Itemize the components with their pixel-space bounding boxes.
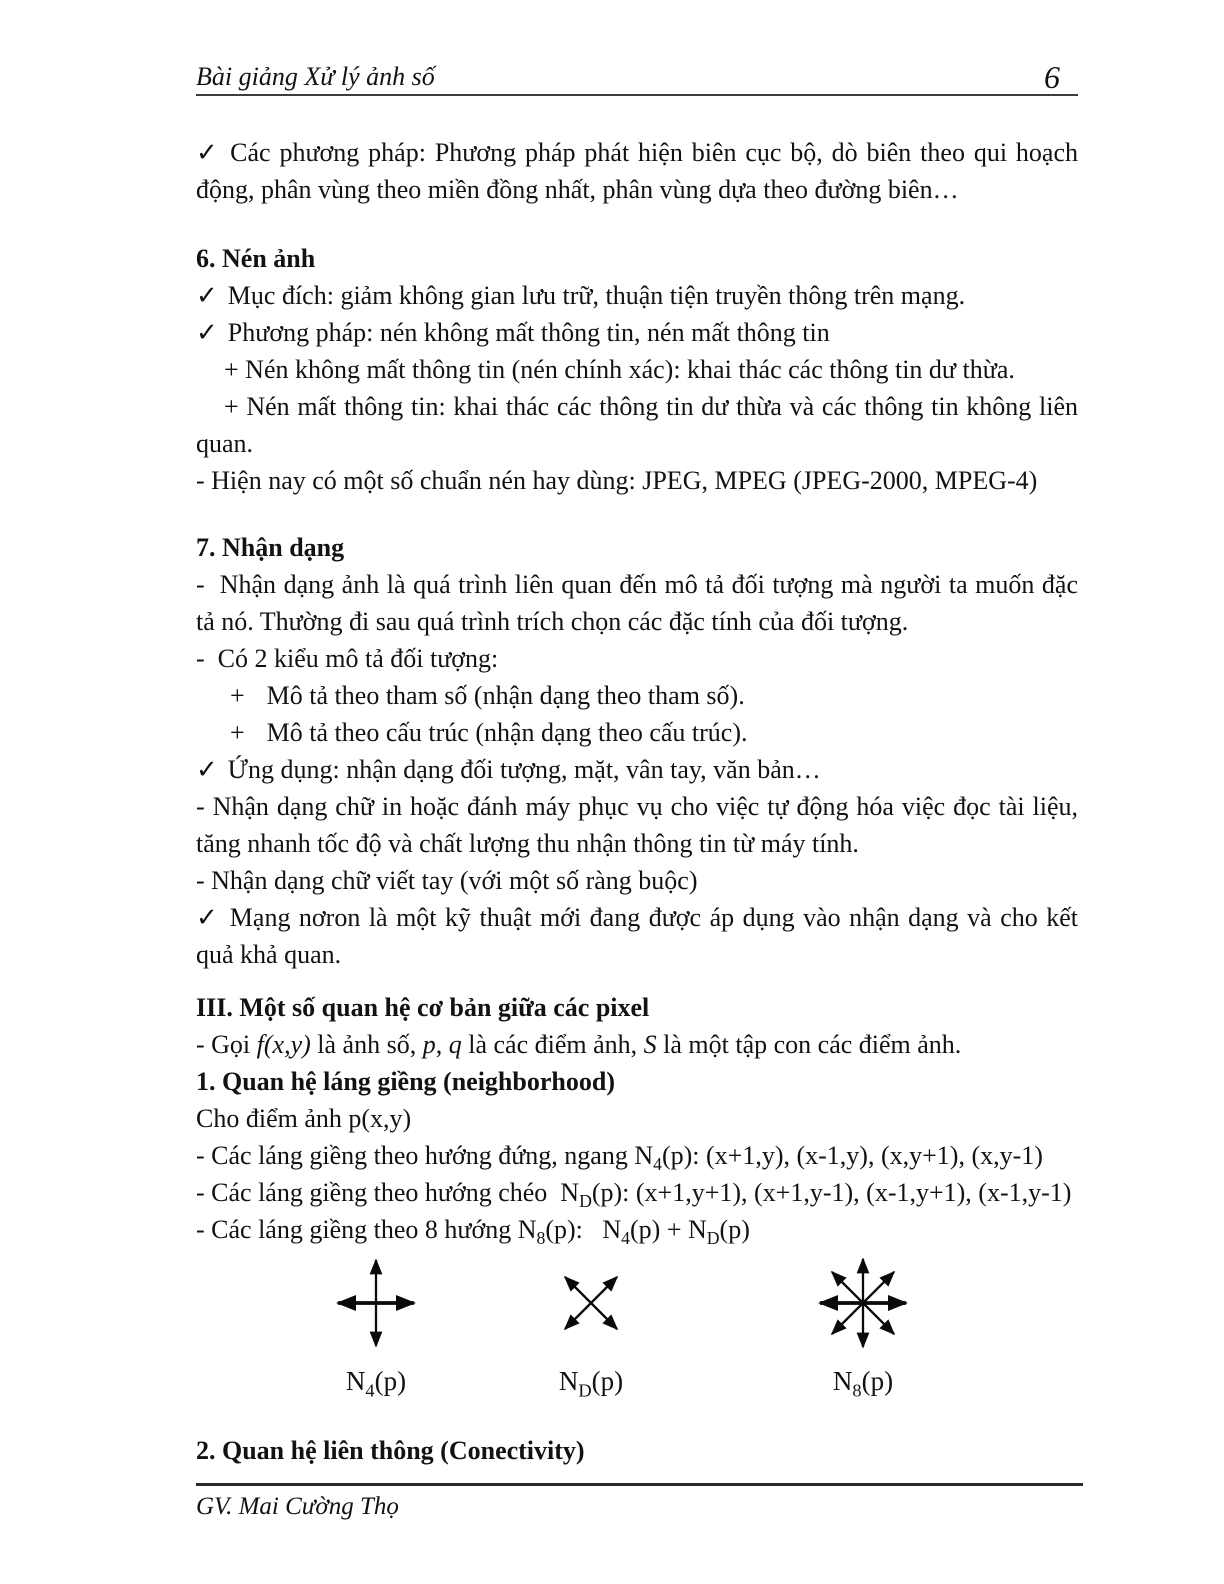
n4-figure [311,1244,441,1401]
para-compression-method [196,314,1078,351]
para-two-kinds: - Có 2 kiểu mô tả đối tượng: [196,644,499,673]
para-param-desc-text: Mô tả theo tham số (nhận dạng theo tham số). [266,681,745,710]
math-S: S [643,1030,657,1059]
para-n8 [196,1211,1078,1248]
notation-text: - Gọi [196,1030,257,1059]
label-text: N [345,1366,366,1396]
math-q: q [448,1030,462,1059]
n8-post: (p) [719,1215,750,1244]
para-applications [196,751,1078,788]
n4-label [311,1366,441,1401]
para-handwriting: - Nhận dạng chữ viết tay (với một số ràng buộc) [196,866,698,895]
n4-pre: - Các láng giềng theo hướng đứng, ngang N [196,1141,654,1170]
neighborhood-figure [196,1244,1078,1406]
label-sub: 8 [852,1380,862,1401]
para-cho-diem-anh: Cho điểm ảnh p(x,y) [196,1104,412,1133]
neighborhood-heading: 1. Quan hệ láng giềng (neighborhood) [196,1067,615,1096]
n8-pre: - Các láng giềng theo 8 hướng N [196,1215,537,1244]
nd-post: (p): (x+1,y+1), (x+1,y-1), (x-1,y+1), (x-1,y-1) [591,1178,1072,1207]
math-fxy: f(x,y) [256,1030,311,1059]
check-icon: ✓ [196,318,218,347]
label-text: (p) [861,1366,894,1396]
header-title: Bài giảng Xử lý ảnh số [196,62,435,91]
n8-subscript: 8 [536,1228,546,1249]
para-segmentation-methods-text: Các phương pháp: Phương pháp phát hiện biên cục bộ, dò biên theo qui hoạch động, phân vùng theo miền đồng nhất, phân vùng dựa theo đường biên… [196,138,1078,204]
page-header [196,0,1078,96]
nd-diagram [526,1244,656,1362]
n4-post: (p): (x+1,y), (x-1,y), (x,y+1), (x,y-1) [661,1141,1043,1170]
para-struct-desc-text: Mô tả theo cấu trúc (nhận dạng theo cấu trúc). [266,718,748,747]
nd-pre: - Các láng giềng theo hướng chéo N [196,1178,580,1207]
nd-figure [526,1244,656,1401]
page-content [196,0,1078,1469]
connectivity-heading: 2. Quan hệ liên thông (Conectivity) [196,1436,585,1465]
page-footer [196,1483,1083,1521]
n8-arrows-icon [808,1248,918,1358]
header-page-number: 6 [1044,59,1060,95]
para-nd [196,1174,1078,1211]
check-icon: ✓ [196,281,218,310]
nd-label [526,1366,656,1401]
para-n4 [196,1137,1078,1174]
check-icon: ✓ [196,755,218,784]
math-p: p [422,1030,436,1059]
para-segmentation-methods [196,134,1078,208]
label-text: (p) [591,1366,624,1396]
para-lossless: + Nén không mất thông tin (nén chính xác): khai thác các thông tin dư thừa. [224,355,1015,384]
section3-heading: III. Một số quan hệ cơ bản giữa các pixel [196,993,650,1022]
section6-heading: 6. Nén ảnh [196,244,316,273]
para-compression-purpose-text: Mục đích: giảm không gian lưu trữ, thuận tiện truyền thông trên mạng. [227,281,966,310]
n4-diagram [311,1244,441,1362]
check-icon: ✓ [196,903,220,932]
label-text: (p) [374,1366,407,1396]
label-sub: 4 [365,1380,375,1401]
para-compression-purpose [196,277,1078,314]
notation-text: là ảnh số, [310,1030,423,1059]
n8-figure [798,1244,928,1401]
n8-mid: (p) + N [630,1215,707,1244]
label-sub: D [578,1380,592,1401]
n8-mid: (p): N [545,1215,622,1244]
para-ocr: - Nhận dạng chữ in hoặc đánh máy phục vụ cho việc tự động hóa việc đọc tài liệu, tăng nhanh tốc độ và chất lượng thu nhận thông tin từ máy tính. [196,792,1078,858]
nd-arrows-icon [549,1261,633,1345]
notation-text: là một tập con các điểm ảnh. [656,1030,962,1059]
plus-bullet: + [230,681,245,710]
nd-subscript: D [579,1191,592,1212]
para-neural-text: Mạng nơron là một kỹ thuật mới đang được áp dụng vào nhận dạng và cho kết quả khả quan. [196,903,1078,969]
n4-subscript: 4 [621,1228,631,1249]
para-notation [196,1026,1078,1063]
para-neural [196,899,1078,973]
plus-bullet: + [230,718,245,747]
nd-subscript: D [706,1228,720,1249]
para-lossy: + Nén mất thông tin: khai thác các thông tin dư thừa và các thông tin không liên quan. [196,392,1078,458]
footer-author: GV. Mai Cường Thọ [196,1493,399,1520]
n8-label [798,1366,928,1401]
n8-diagram [798,1244,928,1362]
notation-text: , [435,1030,449,1059]
check-icon: ✓ [196,138,221,167]
para-struct-desc [196,714,1078,751]
label-text: N [832,1366,853,1396]
n4-arrows-icon [324,1248,428,1358]
notation-text: là các điểm ảnh, [461,1030,644,1059]
section7-heading: 7. Nhận dạng [196,533,345,562]
label-text: N [558,1366,579,1396]
para-compression-method-text: Phương pháp: nén không mất thông tin, nén mất thông tin [227,318,830,347]
para-standards: - Hiện nay có một số chuẩn nén hay dùng: JPEG, MPEG (JPEG-2000, MPEG-4) [196,466,1038,495]
para-applications-text: Ứng dụng: nhận dạng đối tượng, mặt, vân tay, văn bản… [227,755,821,784]
para-param-desc [196,677,1078,714]
n4-subscript: 4 [653,1154,662,1175]
para-recognition-definition: - Nhận dạng ảnh là quá trình liên quan đến mô tả đối tượng mà người ta muốn đặc tả nó. Thường đi sau quá trình trích chọn các đặc tính của đối tượng. [196,570,1078,636]
